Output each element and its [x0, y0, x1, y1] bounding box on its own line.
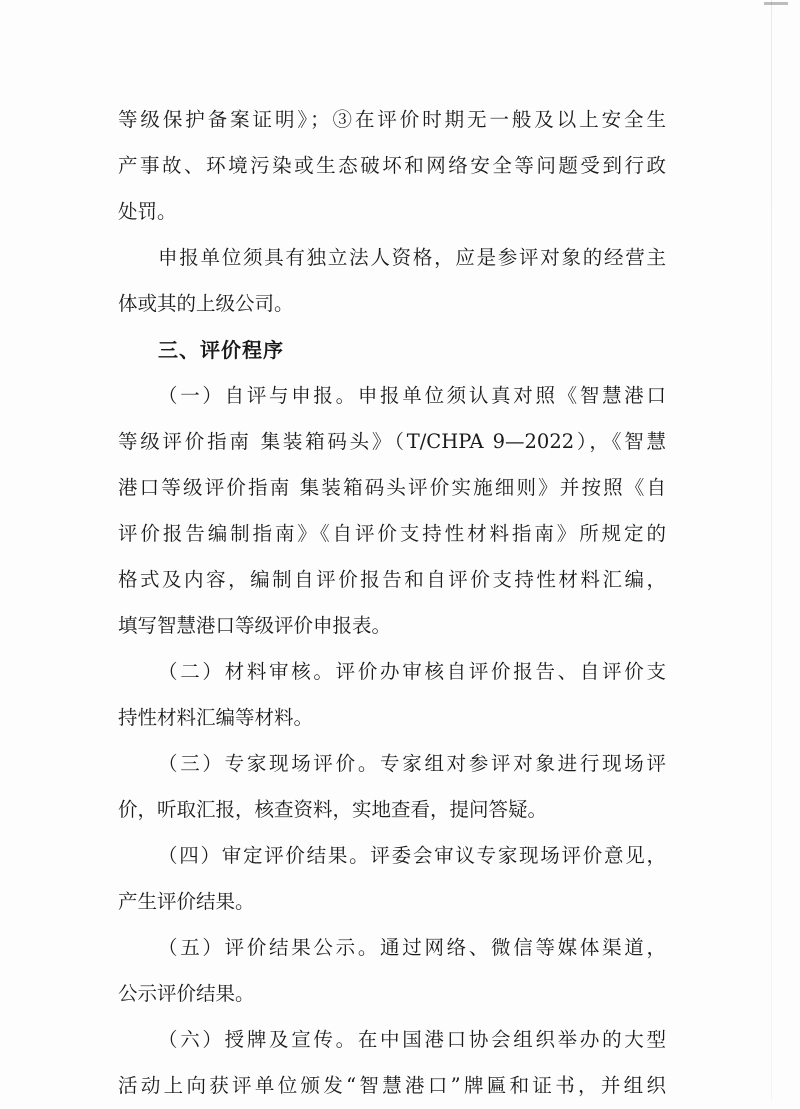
paragraph-line: 申报单位须具有独立法人资格，应是参评对象的经营主: [158, 246, 666, 269]
paragraph-line: 产事故、环境污染或生态破坏和网络安全等问题受到行政: [118, 154, 666, 177]
paragraph-line: 等级评价指南 集装箱码头》（T/CHPA 9—2022），《智慧: [118, 430, 666, 453]
paragraph-line: 活动上向获评单位颁发“智慧港口”牌匾和证书，并组织: [118, 1074, 666, 1097]
paragraph-line: 产生评价结果。: [118, 890, 255, 913]
paragraph-line: （六）授牌及宣传。在中国港口协会组织举办的大型: [158, 1028, 666, 1051]
document-page: [118, 97, 666, 1109]
paragraph-line: （三）专家现场评价。专家组对参评对象进行现场评: [158, 752, 666, 775]
paragraph-line: 等级保护备案证明》；③在评价时期无一般及以上安全生: [118, 108, 666, 131]
paragraph-line: 填写智慧港口等级评价申报表。: [118, 614, 392, 637]
paragraph-line: 港口等级评价指南 集装箱码头评价实施细则》并按照《自: [118, 476, 666, 499]
paragraph-line: （五）评价结果公示。通过网络、微信等媒体渠道，: [158, 936, 666, 959]
paragraph-line: 价，听取汇报，核查资料，实地查看，提问答疑。: [118, 798, 548, 821]
paragraph-line: 持性材料汇编等材料。: [118, 706, 314, 729]
paragraph-line: 公示评价结果。: [118, 982, 255, 1005]
paragraph-line: （一）自评与申报。申报单位须认真对照《智慧港口: [158, 384, 666, 407]
paragraph-line: 处罚。: [118, 200, 177, 223]
paragraph-line: 格式及内容，编制自评价报告和自评价支持性材料汇编，: [118, 568, 666, 591]
section-heading: 三、评价程序: [158, 338, 284, 362]
scan-edge-shadow: [771, 0, 772, 1101]
paragraph-line: 评价报告编制指南》《自评价支持性材料指南》所规定的: [118, 522, 666, 545]
paragraph-line: （二）材料审核。评价办审核自评价报告、自评价支: [158, 660, 666, 683]
paragraph-line: （四）审定评价结果。评委会审议专家现场评价意见，: [158, 844, 666, 867]
scan-mark: [764, 2, 788, 5]
paragraph-line: 体或其的上级公司。: [118, 292, 294, 315]
